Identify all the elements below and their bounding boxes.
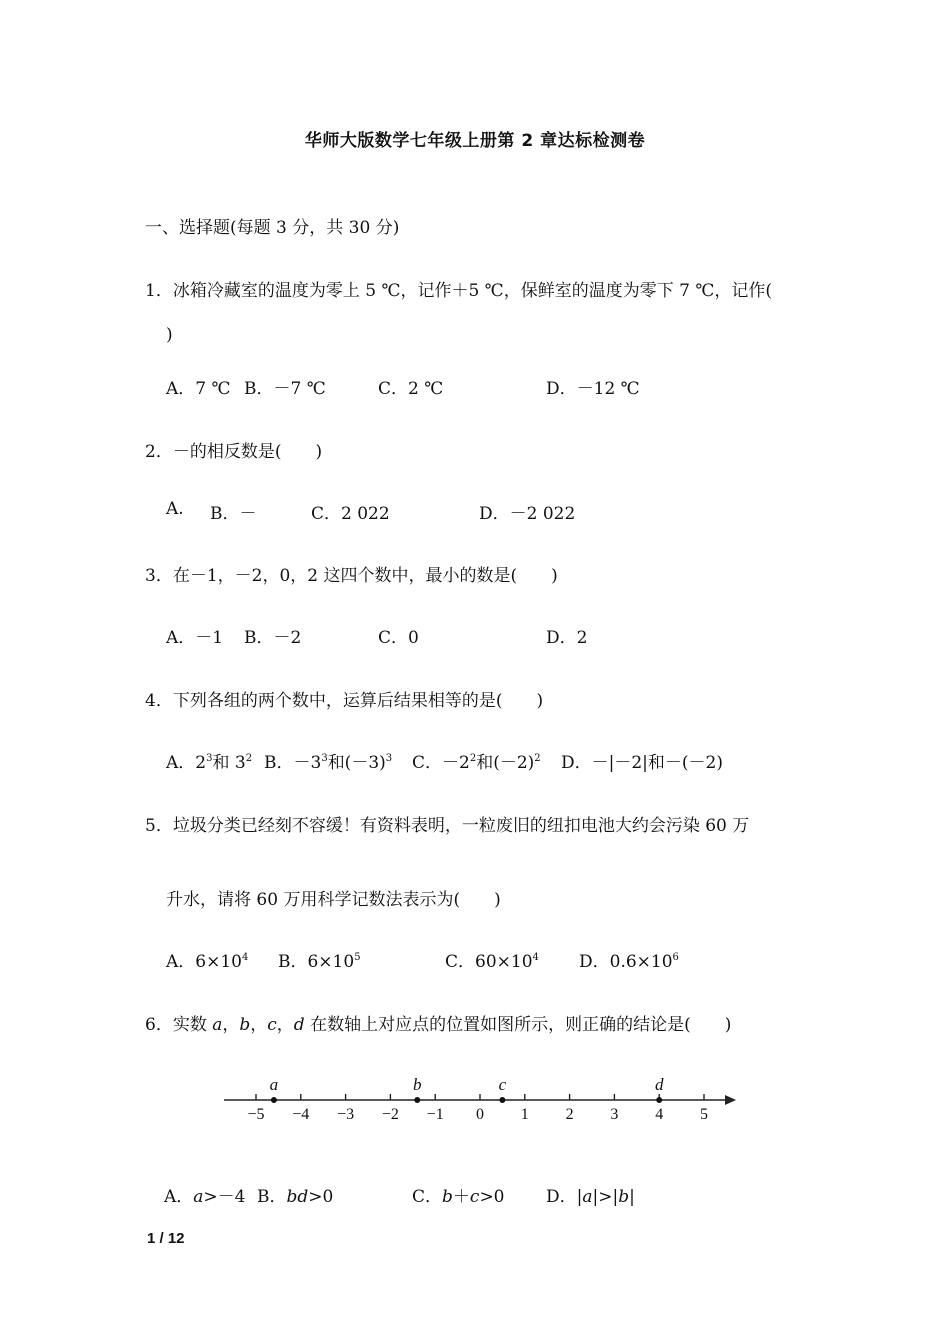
question-5-stem-cont: 升水，请将 60 万用科学记数法表示为( )	[166, 890, 501, 910]
q2-option-a: A.	[166, 499, 184, 519]
q2-option-d: D．－2 022	[479, 504, 576, 524]
tick-label: 1	[520, 1106, 529, 1123]
q4-option-c: C．$-2^2$和$(-2)^2$	[412, 753, 541, 773]
point-label-a: a	[269, 1075, 279, 1094]
point-label-d: d	[654, 1075, 664, 1094]
tick-label: 4	[655, 1106, 664, 1123]
tick-label: 5	[700, 1106, 708, 1123]
q3-option-c: C．0	[378, 628, 419, 648]
axis-arrow	[725, 1095, 736, 1105]
q3-option-a: A．－1	[166, 628, 224, 648]
question-1-stem-cont: )	[166, 325, 173, 345]
tick-label: 0	[476, 1106, 484, 1123]
point-label-b: b	[413, 1075, 422, 1094]
q6-option-d: D．|a|>|b|	[546, 1187, 635, 1207]
q5-option-c: C．$60\times 10^4$	[445, 952, 539, 972]
point-d	[656, 1097, 662, 1103]
q3-option-b: B．－2	[244, 628, 302, 648]
q5-option-d: D．$0.6\times 10^6$	[579, 952, 679, 972]
tick-label: −2	[381, 1106, 399, 1123]
q4-option-d: D．－|－2|和－(－2)	[561, 753, 723, 773]
q2-option-b: B．－	[210, 504, 257, 524]
q1-option-b: B．－7 ℃	[244, 379, 326, 399]
question-6-stem: 6．实数 a，b，c，d 在数轴上对应点的位置如图所示，则正确的结论是( )	[145, 1015, 732, 1035]
q5-option-a: A．$6\times 10^4$	[166, 952, 249, 972]
q5-option-b: B．$6\times 10^5$	[278, 952, 361, 972]
page-number: 1 / 12	[147, 1230, 185, 1247]
question-2-stem: 2．－的相反数是( )	[145, 442, 323, 462]
tick-label: −1	[426, 1106, 444, 1123]
point-c	[499, 1097, 505, 1103]
tick-label: −4	[292, 1106, 310, 1123]
tick-label: 2	[565, 1106, 574, 1123]
q1-option-a: A．7 ℃	[166, 379, 231, 399]
q2-option-c: C．2 022	[311, 504, 390, 524]
point-a	[271, 1097, 277, 1103]
question-5-stem: 5．垃圾分类已经刻不容缓！有资料表明，一粒废旧的纽扣电池大约会污染 60 万	[145, 816, 750, 836]
q4-option-b: B．$-3^3$和$(-3)^3$	[264, 753, 393, 773]
tick-label: −5	[247, 1106, 265, 1123]
q1-option-c: C．2 ℃	[378, 379, 444, 399]
question-4-stem: 4．下列各组的两个数中，运算后结果相等的是( )	[145, 691, 544, 711]
number-line-ticks	[247, 1094, 708, 1123]
q3-option-d: D．2	[546, 628, 588, 648]
q6-option-a: A．a>－4	[164, 1187, 246, 1207]
q4-option-a: A．$2^3$和 $3^2$	[166, 753, 253, 773]
point-b	[414, 1097, 420, 1103]
q1-option-d: D．－12 ℃	[546, 379, 640, 399]
section-heading: 一、选择题(每题 3 分，共 30 分)	[145, 218, 400, 238]
point-label-c: c	[498, 1075, 507, 1094]
tick-label: 3	[610, 1106, 619, 1123]
question-1-stem: 1．冰箱冷藏室的温度为零上 5 ℃，记作＋5 ℃，保鲜室的温度为零下 7 ℃，记作(	[145, 281, 772, 301]
question-3-stem: 3．在－1，－2，0，2 这四个数中，最小的数是( )	[145, 566, 558, 586]
q6-option-b: B．bd>0	[257, 1187, 334, 1207]
number-line-points	[270, 1075, 664, 1103]
number-line-figure	[220, 1068, 740, 1132]
page-title: 华师大版数学七年级上册第 2 章达标检测卷	[304, 131, 646, 151]
q6-option-c: C．b＋c>0	[412, 1187, 505, 1207]
tick-label: −3	[337, 1106, 355, 1123]
